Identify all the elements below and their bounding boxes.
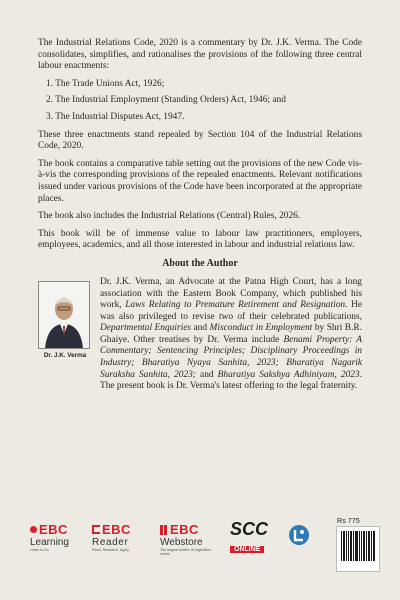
- webstore-logo-tag: The largest retailer of legal titles online: [160, 548, 211, 556]
- back-cover-text: [38, 38, 362, 393]
- bio-text: and: [193, 323, 208, 334]
- comparative-paragraph: The book contains a comparative table setting out the provisions of the new Code vis-à-vis the corresponding provisions of the repealed enactments. Relevant notifications issued under various provisions of the Code have been incorporated at the appropriate places.: [38, 158, 362, 204]
- author-section: [38, 277, 362, 393]
- bio-work-title: Bharatiya Sakshya Adhiniyam, 2023: [217, 369, 360, 380]
- webstore-logo-bottom: Webstore: [160, 537, 203, 548]
- about-author-heading: About the Author: [162, 257, 238, 269]
- author-portrait-icon: [39, 282, 89, 348]
- value-paragraph: This book will be of immense value to labour law practitioners, employers, employees, academics, and all those interested in labour and industrial relations law.: [38, 228, 362, 251]
- webstore-bar-icon: [164, 525, 167, 535]
- barcode-icon: [337, 527, 379, 571]
- author-bio: [100, 277, 362, 393]
- reader-logo-bottom: Reader: [92, 537, 129, 548]
- bio-text: Dr. J.K. Verma, an Advocate at the Patna High Court, has a long association with the Eastern Book Company, which published his work,: [100, 276, 362, 311]
- price-label: Rs 775: [337, 516, 360, 525]
- author-photo: [38, 281, 90, 349]
- list-item: 3. The Industrial Disputes Act, 1947.: [46, 111, 185, 122]
- scc-logo-bottom: ONLINE: [230, 546, 264, 553]
- author-caption: Dr. J.K. Verma: [43, 351, 87, 359]
- learning-logo-top: EBC: [39, 522, 68, 537]
- intro-paragraph: The Industrial Relations Code, 2020 is a commentary by Dr. J.K. Verma. The Code consolidates, simplifies, and rationalises the provisions of the following three central labour enactments:: [38, 38, 362, 72]
- round-brand-icon: [288, 524, 310, 546]
- repeal-paragraph: These three enactments stand repealed by Section 104 of the Industrial Relations Code, 2020.: [38, 129, 362, 152]
- learning-mark-icon: [30, 526, 37, 533]
- barcode: [336, 526, 380, 572]
- author-photo-block: [38, 281, 92, 359]
- publisher-strip: [30, 516, 370, 572]
- round-logo: [288, 524, 310, 551]
- list-item: 2. The Industrial Employment (Standing Orders) Act, 1946; and: [46, 95, 286, 106]
- bio-work-title: Laws Relating to Premature Retirement and Resignation: [125, 300, 346, 311]
- learning-logo-bottom: Learning: [30, 537, 69, 548]
- list-item: 1. The Trade Unions Act, 1926;: [46, 78, 165, 89]
- enactments-list: [38, 79, 362, 124]
- scc-online-logo: [230, 520, 268, 556]
- bio-text: by Shri B.R. Ghaiye. Other treatises by Dr. Verma include: [100, 323, 363, 345]
- rules-paragraph: The book also includes the Industrial Relations (Central) Rules, 2026.: [38, 211, 301, 222]
- bio-text: and: [200, 369, 214, 380]
- bio-text: . The present book is Dr. Verma's latest offering to the legal fraternity.: [100, 369, 363, 392]
- bio-work-title: Departmental Enquiries: [100, 323, 192, 334]
- reader-logo-top: EBC: [102, 522, 131, 537]
- reader-logo-tag: Read. Research. Apply.: [92, 548, 130, 552]
- scc-logo-top: SCC: [230, 519, 269, 539]
- learning-logo-tag: Learn to Do: [30, 548, 49, 552]
- reader-mark-icon: [92, 525, 100, 534]
- ebc-webstore-logo: [160, 522, 220, 556]
- bio-work-title: Benami Property: A Commentary; Sentencing Principles; Disciplinary Proceedings in Industry; Bharatiya Nyaya Sanhita, 2023; Bharatiya Nagarik Suraksha Sanhita, 2023;: [100, 334, 363, 380]
- bio-text: . He was also privileged to revise two of their celebrated publications,: [100, 300, 363, 322]
- ebc-learning-logo: [30, 522, 69, 552]
- webstore-logo-top: EBC: [170, 522, 199, 537]
- ebc-reader-logo: [92, 522, 131, 552]
- bio-work-title: Misconduct in Employment: [209, 323, 313, 334]
- webstore-bar-icon: [160, 525, 163, 535]
